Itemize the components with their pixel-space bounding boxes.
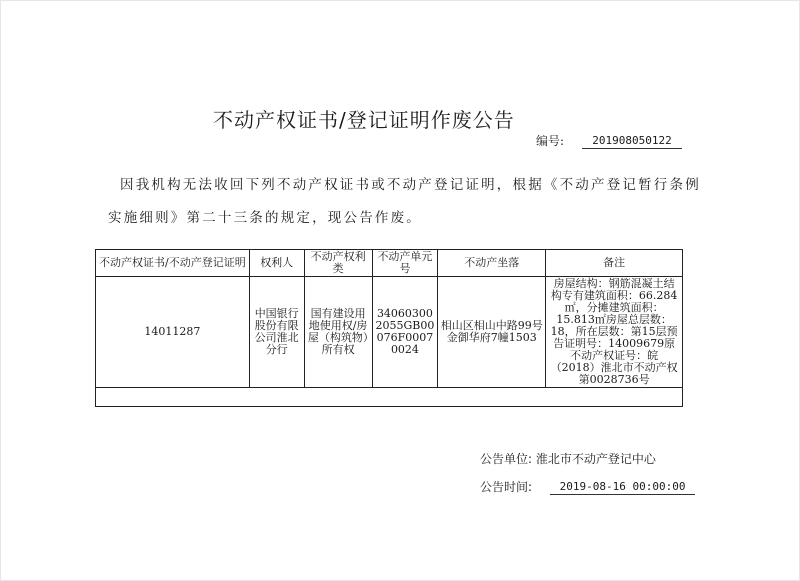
notice-table bbox=[95, 249, 683, 407]
cell-right-type: 国有建设用地使用权/房屋（构筑物）所有权 bbox=[304, 277, 372, 388]
cell-unit-no: 340603002055GB00076F00070024 bbox=[372, 277, 438, 388]
header-remark: 备注 bbox=[546, 250, 683, 277]
issue-time bbox=[480, 478, 695, 495]
table-header-row bbox=[96, 250, 683, 277]
serial-value: 201908050122 bbox=[582, 134, 682, 149]
time-value: 2019-08-16 00:00:00 bbox=[550, 480, 695, 495]
header-holder: 权利人 bbox=[249, 250, 304, 277]
cell-holder: 中国银行股份有限公司淮北分行 bbox=[249, 277, 304, 388]
serial-label: 编号: bbox=[536, 134, 565, 148]
header-certificate: 不动产权证书/不动产登记证明 bbox=[96, 250, 250, 277]
issuing-unit bbox=[480, 450, 656, 467]
time-label: 公告时间: bbox=[480, 480, 533, 494]
blank-cell bbox=[96, 388, 683, 407]
table-blank-row bbox=[96, 388, 683, 407]
header-right-type: 不动产权利类 bbox=[304, 250, 372, 277]
cell-location: 相山区相山中路99号金御华府7幢1503 bbox=[438, 277, 546, 388]
serial-number bbox=[536, 132, 682, 149]
cell-certificate: 14011287 bbox=[96, 277, 250, 388]
table-row bbox=[96, 277, 683, 388]
header-location: 不动产坐落 bbox=[438, 250, 546, 277]
header-unit-no: 不动产单元号 bbox=[372, 250, 438, 277]
notice-body: 因我机构无法收回下列不动产权证书或不动产登记证明，根据《不动产登记暂行条例实施细则》第二十三条的规定，现公告作废。 bbox=[108, 177, 701, 226]
cell-remark: 房屋结构：钢筋混凝土结构专有建筑面积：66.284㎡，分摊建筑面积：15.813㎡房屋总层数：18，所在层数：第15层预告证明号：14009679原不动产权证号：皖（2018）淮北市不动产权第0028736号 bbox=[546, 277, 683, 388]
unit-value: 淮北市不动产登记中心 bbox=[535, 452, 656, 466]
document-title: 不动产权证书/登记证明作废公告 bbox=[213, 108, 515, 132]
unit-label: 公告单位: bbox=[480, 452, 533, 466]
